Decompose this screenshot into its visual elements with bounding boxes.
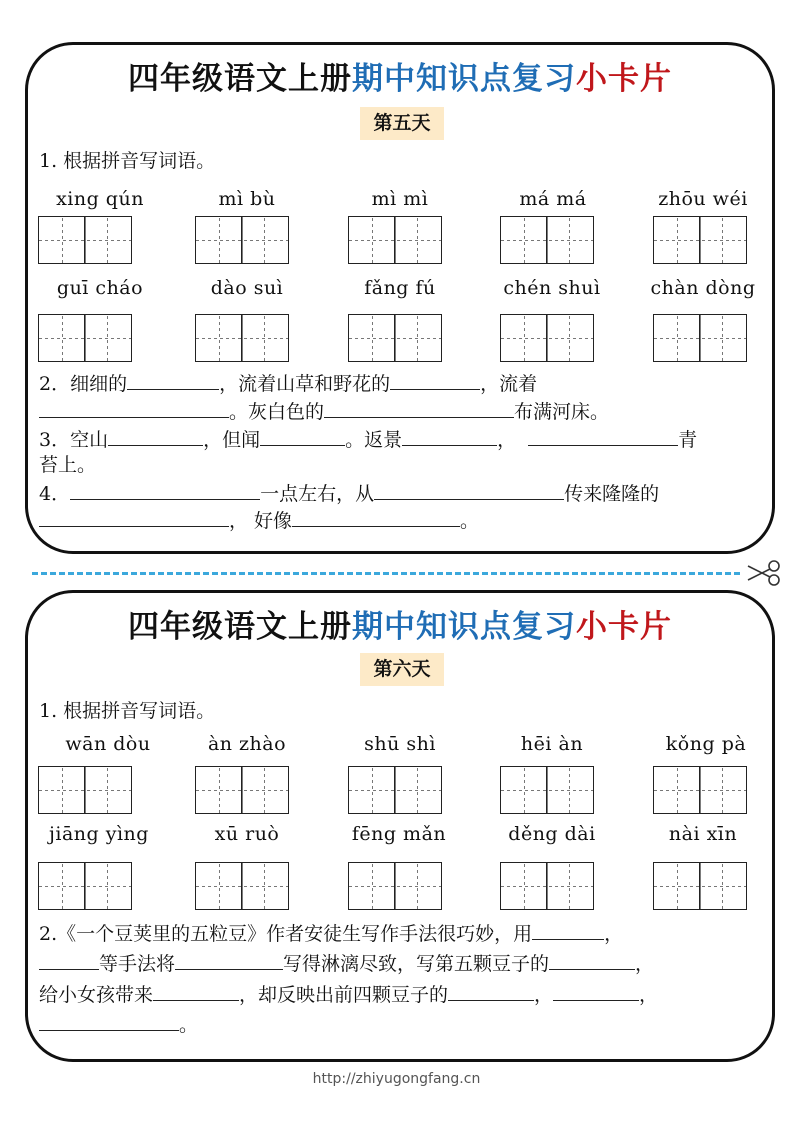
- writing-grid[interactable]: [653, 314, 747, 362]
- answer-blank[interactable]: [175, 950, 283, 970]
- answer-blank[interactable]: [39, 950, 99, 970]
- answer-blank[interactable]: [127, 370, 219, 390]
- footer-url[interactable]: http://zhiyugongfang.cn: [312, 1071, 481, 1087]
- pinyin-label: mì bù: [218, 188, 276, 210]
- writing-grid[interactable]: [653, 766, 747, 814]
- answer-blank[interactable]: [260, 426, 345, 446]
- card-title: [28, 601, 772, 646]
- pinyin-label: àn zhào: [207, 733, 287, 755]
- writing-grid-row-2: [28, 862, 778, 910]
- fill-line: 苔上。: [39, 454, 97, 476]
- writing-grid[interactable]: [195, 766, 289, 814]
- pinyin-label: nài xīn: [668, 823, 738, 845]
- pinyin-label: hēi àn: [520, 733, 584, 755]
- title-card-part: 小卡片: [576, 609, 672, 645]
- writing-grid-row-1: [28, 216, 778, 264]
- writing-grid[interactable]: [38, 862, 132, 910]
- writing-grid[interactable]: [195, 862, 289, 910]
- writing-grid[interactable]: [348, 862, 442, 910]
- answer-blank[interactable]: [108, 426, 203, 446]
- pinyin-label: děng dài: [508, 823, 596, 845]
- day-badge: 第五天: [360, 107, 444, 140]
- writing-grid[interactable]: [500, 314, 594, 362]
- answer-blank[interactable]: [390, 370, 480, 390]
- fill-line: 。灰白色的 布满河床。: [39, 398, 769, 425]
- fill-line: 3．空山 ，但闻 。返景 ， 青: [39, 426, 769, 453]
- pinyin-label: chén shuì: [503, 277, 601, 299]
- pinyin-label: dào suì: [210, 277, 284, 299]
- answer-blank[interactable]: [39, 398, 229, 418]
- writing-grid[interactable]: [348, 314, 442, 362]
- fill-line: 。: [39, 1011, 769, 1038]
- writing-grid[interactable]: [653, 216, 747, 264]
- writing-grid-row-2: [28, 314, 778, 362]
- title-review-part: 期中知识点复习: [352, 609, 576, 645]
- answer-blank[interactable]: [292, 507, 460, 527]
- scissors-icon: [744, 558, 784, 588]
- pinyin-label: shū shì: [364, 733, 436, 755]
- pinyin-label: kǒng pà: [665, 733, 747, 755]
- writing-grid[interactable]: [38, 314, 132, 362]
- pinyin-label: guī cháo: [56, 277, 144, 299]
- title-grade-part: 四年级语文上册: [128, 609, 352, 645]
- fill-line: 4． 一点左右，从 传来隆隆的: [39, 480, 769, 507]
- pinyin-label: xing qún: [56, 188, 144, 210]
- writing-grid[interactable]: [195, 314, 289, 362]
- fill-line: 等手法将 写得淋漓尽致，写第五颗豆子的 ，: [39, 950, 769, 977]
- answer-blank[interactable]: [324, 398, 514, 418]
- pinyin-row-1: [28, 733, 778, 757]
- answer-blank[interactable]: [402, 426, 497, 446]
- pinyin-label: jiāng yìng: [49, 823, 149, 845]
- pinyin-label: má má: [519, 188, 587, 210]
- title-grade-part: 四年级语文上册: [128, 61, 352, 97]
- answer-blank[interactable]: [553, 981, 639, 1001]
- fill-line: 2.《一个豆荚里的五粒豆》作者安徒生写作手法很巧妙，用 ，: [39, 920, 769, 947]
- pinyin-label: fǎng fú: [364, 277, 436, 299]
- answer-blank[interactable]: [39, 1011, 179, 1031]
- writing-grid[interactable]: [500, 766, 594, 814]
- writing-grid[interactable]: [195, 216, 289, 264]
- fill-line: ， 好像 。: [39, 507, 769, 534]
- title-review-part: 期中知识点复习: [352, 61, 576, 97]
- fill-line: 给小女孩带来 ，却反映出前四颗豆子的 ， ，: [39, 981, 769, 1008]
- pinyin-row-1: [28, 188, 778, 212]
- review-card-day6: [25, 590, 775, 1062]
- cut-line-divider: [32, 572, 740, 575]
- answer-blank[interactable]: [70, 480, 260, 500]
- pinyin-label: fēng mǎn: [351, 823, 447, 845]
- writing-grid[interactable]: [348, 766, 442, 814]
- day-badge: 第六天: [360, 653, 444, 686]
- fill-line: 2．细细的 ，流着山草和野花的 ，流着: [39, 370, 769, 397]
- writing-grid[interactable]: [38, 216, 132, 264]
- writing-grid[interactable]: [348, 216, 442, 264]
- writing-grid[interactable]: [653, 862, 747, 910]
- writing-grid[interactable]: [500, 862, 594, 910]
- title-card-part: 小卡片: [576, 61, 672, 97]
- answer-blank[interactable]: [39, 507, 229, 527]
- answer-blank[interactable]: [448, 981, 534, 1001]
- writing-grid-row-1: [28, 766, 778, 814]
- review-card-day5: [25, 42, 775, 554]
- pinyin-label: wān dòu: [65, 733, 151, 755]
- writing-grid[interactable]: [38, 766, 132, 814]
- question-1-label: 1. 根据拼音写词语。: [39, 700, 216, 722]
- pinyin-row-2: [28, 277, 778, 301]
- pinyin-label: xū ruò: [214, 823, 280, 845]
- pinyin-label: chàn dòng: [650, 277, 756, 299]
- answer-blank[interactable]: [532, 920, 604, 940]
- answer-blank[interactable]: [374, 480, 564, 500]
- answer-blank[interactable]: [549, 950, 635, 970]
- card-title: [28, 53, 772, 98]
- question-1-label: 1. 根据拼音写词语。: [39, 150, 216, 172]
- pinyin-row-2: [28, 823, 778, 847]
- pinyin-label: zhōu wéi: [658, 188, 748, 210]
- answer-blank[interactable]: [153, 981, 239, 1001]
- writing-grid[interactable]: [500, 216, 594, 264]
- answer-blank[interactable]: [528, 426, 678, 446]
- pinyin-label: mì mì: [371, 188, 429, 210]
